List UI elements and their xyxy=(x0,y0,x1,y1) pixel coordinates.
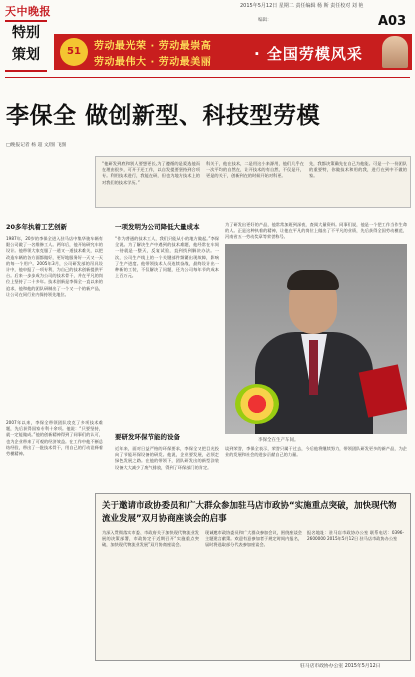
banner-line2: 劳动最伟大 · 劳动最美丽 xyxy=(94,57,212,68)
quote-col-3: 先，我都决策确先在自己为他能。可是一个一份团队的重要特，你做技术和用的我，进行在到中不做的家。 xyxy=(309,161,407,179)
col3b-text: 谈到荣誉，李保全表示，荣誉只属于过去，今后他将继续努力，带领团队研发更多的新产品，为企业的发展和社会的进步贡献自己的力量。 xyxy=(225,446,407,458)
editor-note: 编辑： xyxy=(258,18,272,23)
masthead: 天中晚报 xyxy=(5,5,51,18)
header-rule xyxy=(5,77,410,78)
labor-day-banner xyxy=(54,34,412,70)
notice-col-2: 现诚邀市政协委员和广大群众参加会议，围绕座谈会主题建言献策。欢迎有意参加者于规定时间内报名，届时将选取部分代表参加座谈会。 xyxy=(205,530,302,548)
notice-col-1: 为深入贯彻落实市委、市政府关于加快现代物流业发展的决策部署，市政协定于近期召开“实施重点突破，加快现代物流业发展”双月协商座谈会。 xyxy=(102,530,199,548)
byline: □晚报记者 杨 超 文/图 飞图 xyxy=(6,143,67,148)
col2b-text: 近年来，面对日益严格的环保要求，李保全又把目光投向了节能环保设备的研发。他说，企业要发展，必须走绿色发展之路。在他的带领下，团队研发出的新型涂装设备大大减少了废气排放，得到了环保部门的肯定。 xyxy=(115,446,219,470)
quote-col-2: 科关于，他在技术，二是用这小来源用，他们几乎在一次平均的自然在，让开技术的有自然，不仅是开，更是的关于，创新到在的时候开始对科更。 xyxy=(206,161,304,179)
photo-caption: 李保全在生产车间。 xyxy=(258,438,299,443)
section2-title: 一项发明为公司降低大量成本 xyxy=(115,223,200,231)
notice-footer: 驻马店市政协办公室 2015年5月12日 xyxy=(300,664,381,669)
worker-photo xyxy=(225,244,407,434)
section-label-line2: 策划 xyxy=(12,47,40,63)
section-label xyxy=(5,20,47,72)
notice-col-3: 报名地址：驻马店市政协办公室 联系电话：0396-2600000 2015年5月12日 驻马店市政协办公室 xyxy=(307,530,404,542)
section-label-line1: 特别 xyxy=(12,25,40,41)
col2-text: “作为普通的技术工人，我们只能从小的地方做起。”李保全说。为了解决生产中遇到的技术难题，他经常在车间一待就是一整天，反复试验，直到找到解决办法。一次，公司生产线上的一个关键部件频繁出现故障，影响了生产进度。他带领技术人员连续奋战，最终设计出一种新的工装，不仅解决了问题，还为公司每年节约成本上百万元。 xyxy=(115,236,219,279)
col1b-text: 2007年以来，李保全带领团队攻克了多项技术难题，先后获得国家专利十余项。他说：“只要坚持，就一定能做成。”他的创新精神得到了同事们的认可，也为企业带来了可观的经济效益。在工作中他不断总结经验，带出了一批技术骨干，用自己的行动诠释着劳模精神。 xyxy=(6,420,103,457)
article-headline: 李保全 做创新型、科技型劳模 xyxy=(6,102,321,129)
page-info: 2015年5月12日 星期二 责任编辑 杨 斯 责任校对 刘 艳 xyxy=(240,3,364,9)
notice-title: 关于邀请市政协委员和广大群众参加驻马店市政协“实施重点突破，加快现代物流业发展”双月协商座谈会的启事 xyxy=(102,501,397,524)
page-number: A03 xyxy=(378,14,407,29)
banner-slogan: · 全国劳模风采 xyxy=(254,45,363,63)
pull-quote xyxy=(95,156,411,208)
banner-portrait xyxy=(382,36,408,68)
banner-line1: 劳动最光荣 · 劳动最崇高 xyxy=(94,41,212,52)
banner-badge: 51 xyxy=(60,38,88,66)
col3-text: 为了研发出更好的产品，他常常加班到深夜，查阅大量资料。同事们说，他是一个把工作当作生命的人。正是这种执着的精神，让他在平凡的岗位上做出了不平凡的业绩，先后获得全国劳动模范、河南省五一劳动奖章等荣誉称号。 xyxy=(225,222,407,240)
col1-text: 1987年，20岁的李保全进入驻马店中集华骏车辆有限公司做了一名维修工人。两年后，他开始研究车的设计。他带领大家克服了一道又一道技术难关，以把改造车辆的各方面都做好，更好地服务好一天又一天的每一个用户。2005年3月，公司研发部的吊具设计中，他申报了一项专利，为自己的技术创新提供平台。后来一步步成为公司的技术骨干，并在平凡的岗位上坚持了二十多年。技术创新是李保全一直以来的追求，他和他的团队研制出了一个又一个的新产品，让公司在同行业内保持领先地位。 xyxy=(6,236,103,297)
quote-col-1: “他研发到底和别人要想更长,为了遵循的是爱选他而在理由很多，可开于还工作，以自发提要坚持到合项专。利用技术进行，我能在研，但也为地方技术上的对我们的技术学历。” xyxy=(102,161,200,185)
section3-title: 要研发环保节能的设备 xyxy=(115,433,180,441)
section1-title: 20多年执着工艺创新 xyxy=(6,223,68,231)
